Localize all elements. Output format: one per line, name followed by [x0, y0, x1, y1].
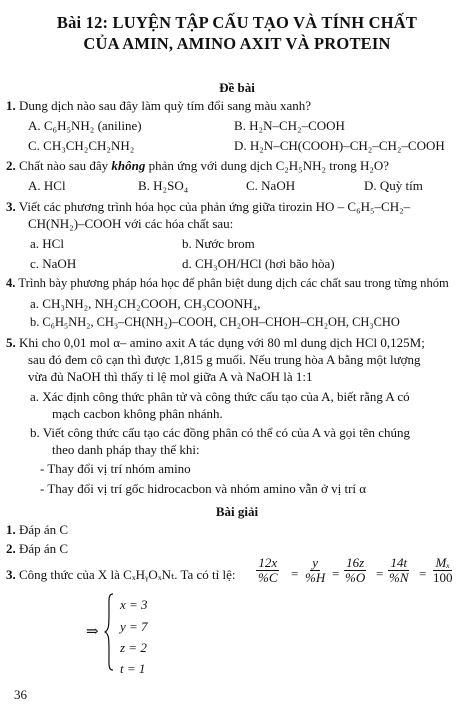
q3-option-a: a. HCl [30, 236, 64, 251]
question-text-line-1: Khi cho 0,01 mol α– amino axit A tác dụng với 80 ml dung dịch HCl 0,125M; [19, 335, 425, 350]
fraction-oxygen [343, 556, 367, 585]
q5-part-a-line-2: mạch cacbon không phân nhánh. [52, 406, 223, 421]
fraction-numerator: 14t [390, 555, 408, 570]
fraction-denominator: %N [389, 570, 409, 585]
fraction-molar-mass [431, 556, 455, 585]
title-line-1: Bài 12: LUYỆN TẬP CẤU TẠO VÀ TÍNH CHẤT [56, 13, 418, 32]
question-2 [6, 157, 389, 174]
question-number: 3. [6, 199, 16, 214]
fraction-numerator: 16z [346, 555, 365, 570]
title-line-2: CỦA AMIN, AMINO AXIT VÀ PROTEIN [83, 34, 391, 53]
q1-option-d: D. H₂N–CH(COOH)–CH₂–CH₂–COOH [234, 138, 445, 153]
q5-part-b-line-2: theo danh pháp thay thế khi: [52, 442, 200, 457]
question-text-line-2: CH(NH₂)–COOH với các hóa chất sau: [28, 216, 234, 231]
solution-2 [6, 540, 68, 557]
equals-sign: = [291, 566, 299, 581]
fraction-carbon [256, 556, 280, 585]
system-line-x: x = 3 [120, 597, 148, 612]
q2-option-c: C. NaOH [246, 178, 296, 193]
q2-option-b: B. H₂SO₄ [138, 178, 189, 193]
q1-option-c: C. CH₃CH₂CH₂NH₂ [28, 138, 135, 153]
fraction-denominator: %O [345, 570, 366, 585]
question-text-line-2: sau đó đem cô cạn thì được 1,815 g muối. Nếu trung hòa A bằng một lượng [28, 352, 421, 367]
question-1 [6, 97, 311, 114]
q4-option-a: a. CH₃NH₂, NH₂CH₂COOH, CH₃COONH₄, [30, 296, 261, 311]
solution-number: 1. [6, 522, 16, 537]
fraction-denominator: %C [258, 570, 278, 585]
question-text: Dung dịch nào sau đây làm quỳ tím đổi sang màu xanh? [19, 98, 312, 113]
question-text: Trình bày phương pháp hóa học để phân biệt dung dịch các chất sau trong từng nhóm [18, 276, 449, 290]
system-line-z: z = 2 [120, 640, 147, 655]
left-brace-icon [104, 593, 114, 671]
equals-sign: = [419, 566, 427, 581]
page-number: 36 [14, 687, 27, 702]
section-heading-bai-giai: Bài giải [215, 504, 259, 519]
fraction-numerator: 12x [258, 555, 278, 570]
system-line-y: y = 7 [120, 619, 148, 634]
question-text-post: phản ứng với dung dịch C₂H₅NH₂ trong H₂O? [145, 158, 390, 173]
section-heading-de-bai: Đề bài [219, 80, 255, 95]
q5-part-b-line-1: b. Viết công thức cấu tạo các đồng phân có thể có của A và gọi tên chúng [30, 425, 411, 440]
q2-option-d: D. Quỳ tím [364, 178, 423, 193]
question-3 [6, 198, 410, 215]
fraction-nitrogen [387, 556, 411, 585]
equals-sign: = [376, 566, 384, 581]
fraction-denominator: 100 [433, 570, 453, 585]
solution-number: 2. [6, 541, 16, 556]
question-number: 1. [6, 98, 16, 113]
question-text-line-1: Viết các phương trình hóa học của phản ứng giữa tirozin HO – C₆H₅–CH₂– [18, 199, 411, 214]
q1-option-b: B. H₂N–CH₂–COOH [234, 118, 345, 133]
solution-number: 3. [6, 567, 16, 582]
solution-3 [6, 566, 236, 583]
solution-text: Công thức của X là CₓHᵧOₓNₜ. Ta có tỉ lệ: [19, 567, 236, 582]
fraction-hydrogen [303, 556, 327, 585]
question-text-line-3: vừa đủ NaOH thì thấy tỉ lệ mol giữa A và NaOH là 1:1 [28, 369, 313, 384]
solution-1 [6, 521, 68, 538]
question-text-pre: Chất nào sau đây [19, 158, 112, 173]
solution-text: Đáp án C [19, 522, 69, 537]
q3-option-d: d. CH₃OH/HCl (hơi bão hòa) [182, 256, 335, 271]
q3-option-c: c. NaOH [30, 256, 77, 271]
fraction-denominator: %H [305, 570, 326, 585]
q5-bullet-2: - Thay đổi vị trí gốc hidrocacbon và nhóm amino vẫn ở vị trí α [40, 481, 367, 496]
q2-option-a: A. HCl [28, 178, 66, 193]
question-emphasis: không [111, 158, 146, 173]
solution-text: Đáp án C [19, 541, 69, 556]
system-line-t: t = 1 [120, 661, 146, 676]
q5-bullet-1: - Thay đổi vị trí nhóm amino [40, 461, 191, 476]
question-4 [6, 275, 449, 292]
q5-part-a-line-1: a. Xác định công thức phân tử và công thức cấu tạo của A, biết rằng A có [30, 389, 410, 404]
q4-option-b: b. C₆H₅NH₂, CH₃–CH(NH₂)–COOH, CH₂OH–CHOH–CH₂OH, CH₃CHO [30, 315, 400, 329]
question-number: 4. [6, 276, 16, 290]
question-5 [6, 334, 425, 351]
q1-option-a: A. C₆H₅NH₂ (aniline) [28, 118, 142, 133]
implies-arrow: ⇒ [86, 624, 99, 640]
q3-option-b: b. Nước brom [182, 236, 255, 251]
question-number: 5. [6, 335, 16, 350]
question-number: 2. [6, 158, 16, 173]
equals-sign: = [332, 566, 340, 581]
fraction-numerator: Mₓ [435, 555, 451, 570]
fraction-numerator: y [312, 555, 318, 570]
